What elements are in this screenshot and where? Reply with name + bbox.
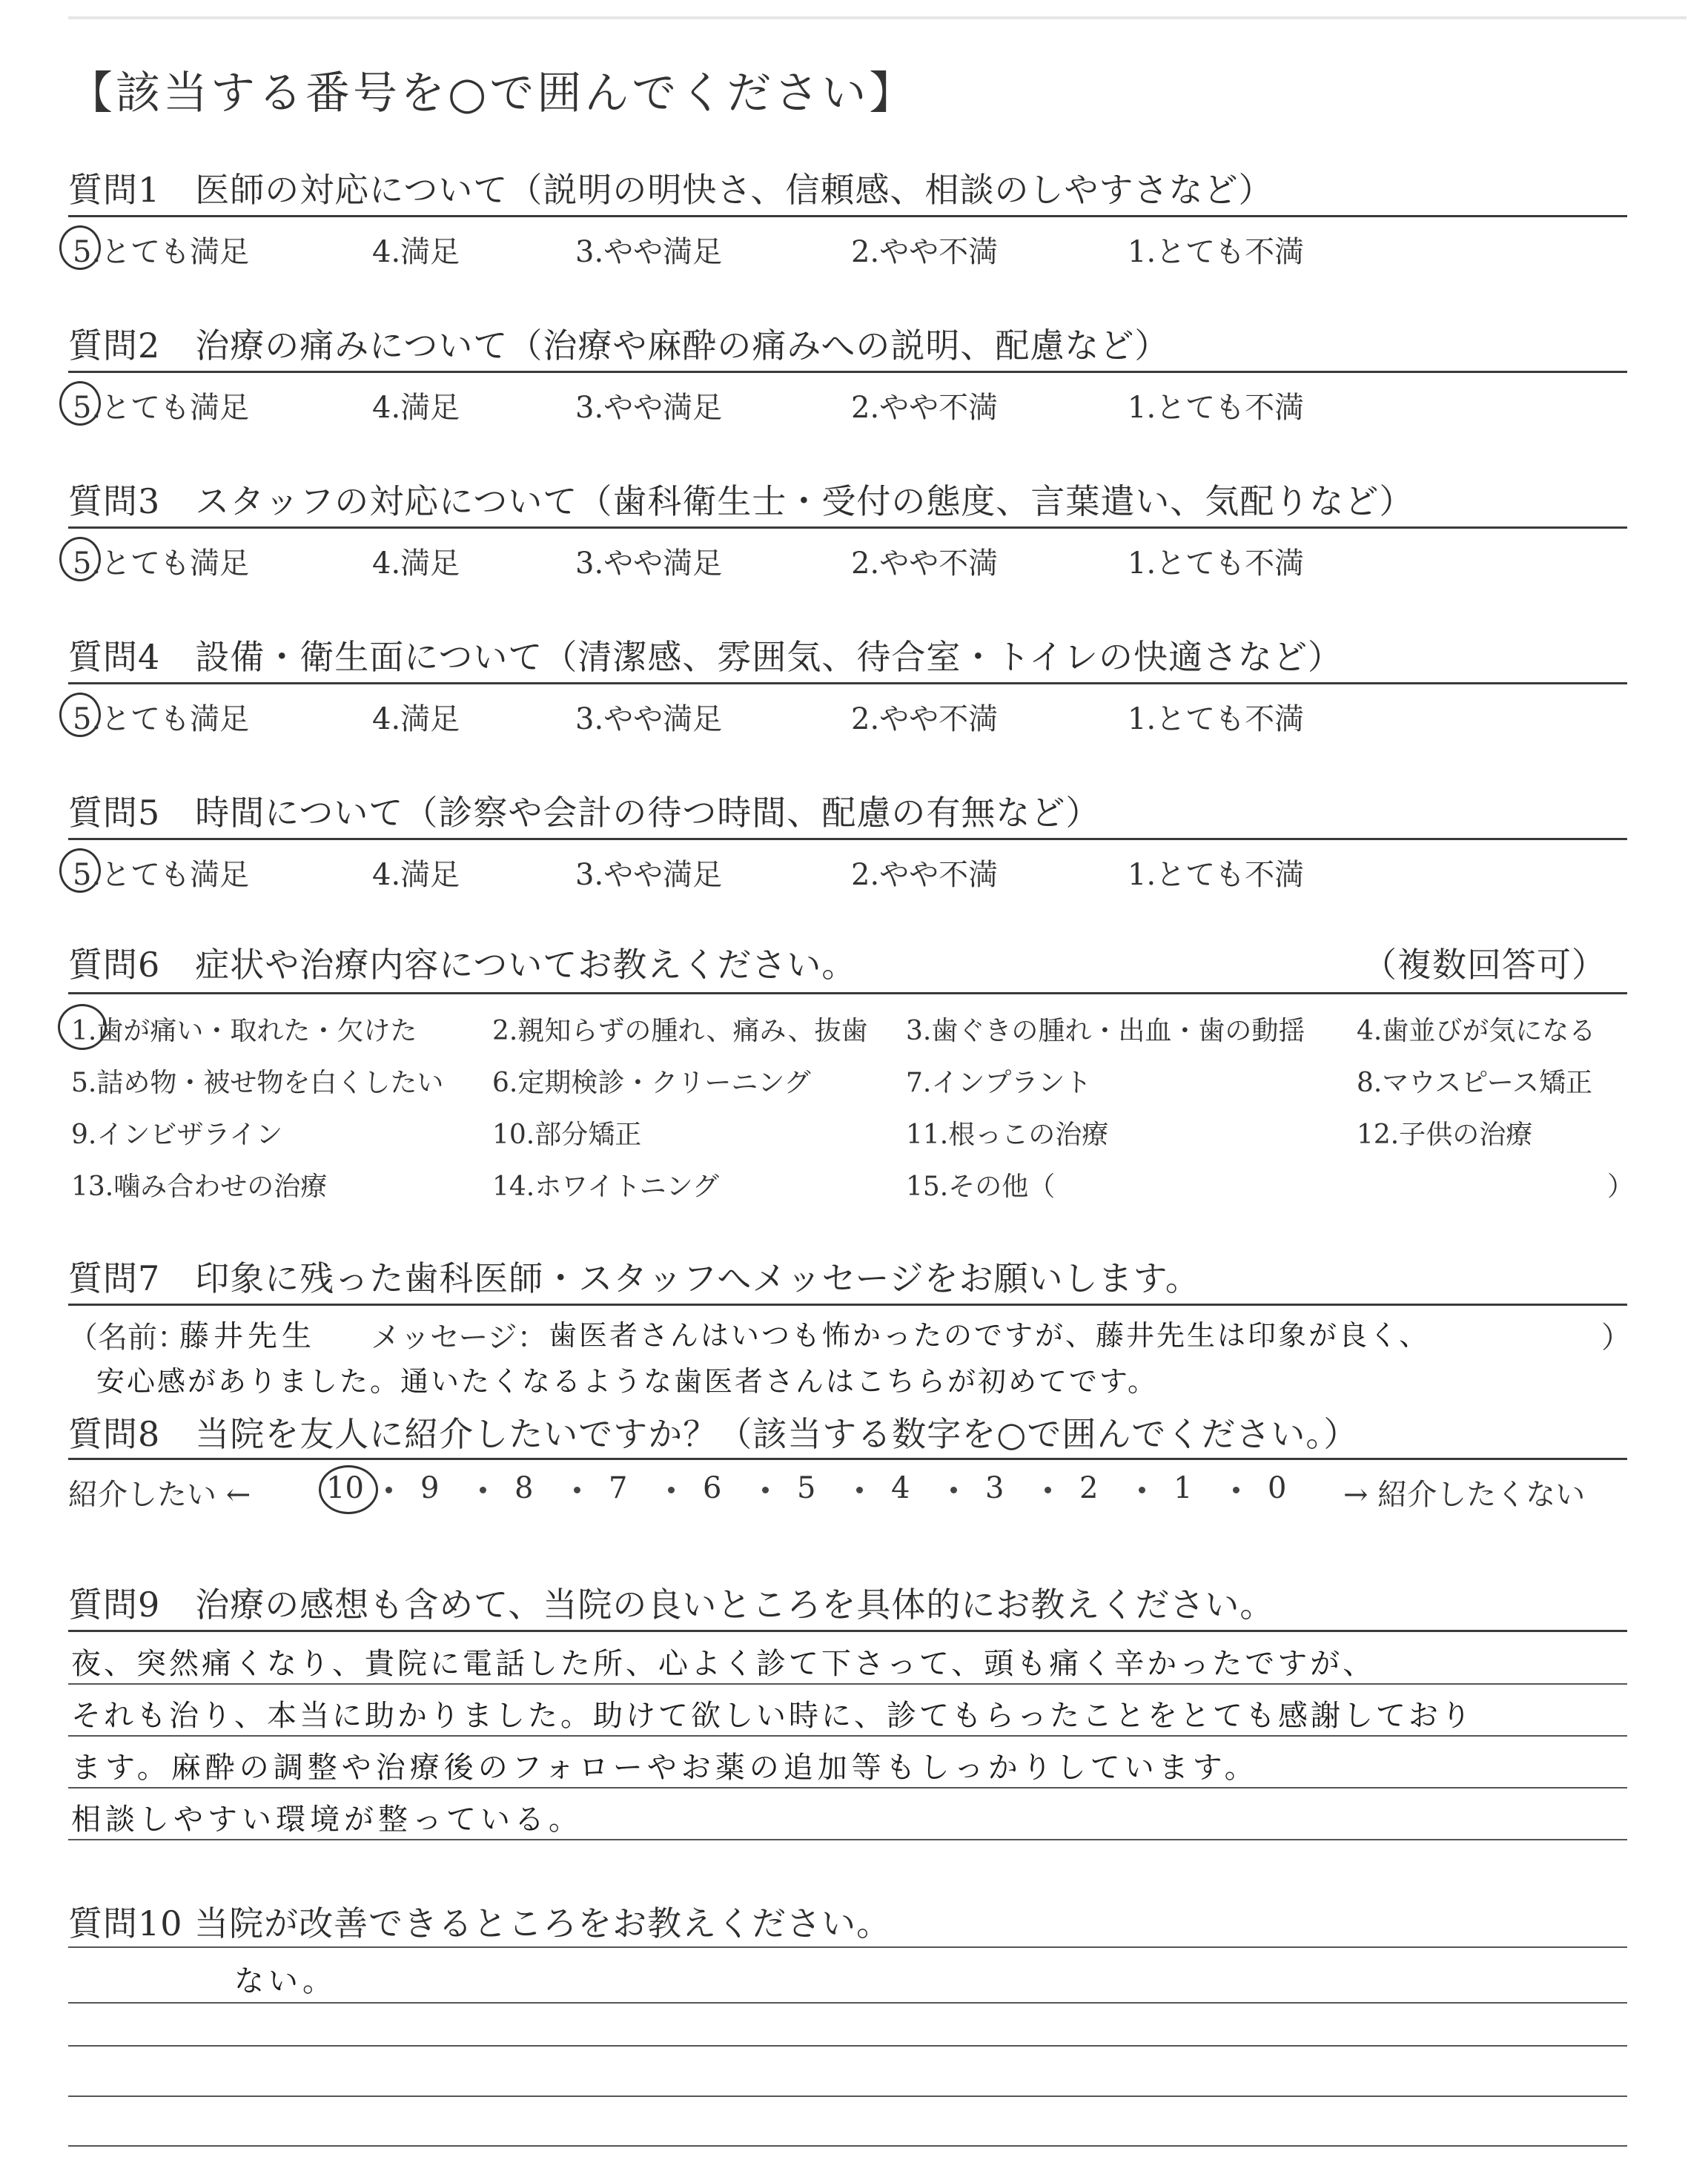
q9-answer-line-1[interactable]: 夜、突然痛くなり、貴院に電話した所、心よく診て下さって、頭も痛く辛かったですが、 bbox=[71, 1647, 1376, 1681]
q2-option-5[interactable]: 5.とても満足 bbox=[73, 391, 250, 425]
q8-scale-8[interactable]: 8 bbox=[514, 1471, 534, 1505]
q7-message-line1[interactable]: 歯医者さんはいつも怖かったのですが、藤井先生は印象が良く、 bbox=[549, 1319, 1430, 1352]
q9-ruled-line-3 bbox=[68, 1787, 1627, 1789]
q4-title: 質問4 設備・衛生面について（清潔感、雰囲気、待合室・トイレの快適さなど） bbox=[68, 637, 1343, 677]
q6-item-6[interactable]: 6.定期検診・クリーニング bbox=[492, 1068, 811, 1098]
q3-selection-circle bbox=[59, 537, 101, 581]
q10-rule bbox=[68, 1946, 1627, 1948]
q10-title: 質問10 当院が改善できるところをお教えください。 bbox=[68, 1903, 892, 1943]
q2-option-4[interactable]: 4.満足 bbox=[372, 391, 460, 425]
q1-option-3[interactable]: 3.やや満足 bbox=[575, 235, 723, 269]
q6-selection-circle bbox=[58, 1004, 107, 1050]
q9-ruled-line-2 bbox=[68, 1735, 1627, 1737]
q7-title: 質問7 印象に残った歯科医師・スタッフへメッセージをお願いします。 bbox=[68, 1258, 1200, 1298]
q5-title: 質問5 時間について（診察や会計の待つ時間、配慮の有無など） bbox=[68, 793, 1101, 833]
q8-scale-1[interactable]: 1 bbox=[1174, 1471, 1193, 1505]
q1-option-2[interactable]: 2.やや不満 bbox=[851, 235, 999, 269]
q6-item-14[interactable]: 14.ホワイトニング bbox=[492, 1172, 720, 1202]
q10-answer[interactable]: ない。 bbox=[234, 1964, 337, 1998]
q6-item-5[interactable]: 5.詰め物・被せ物を白くしたい bbox=[71, 1068, 444, 1098]
q5-option-4[interactable]: 4.満足 bbox=[372, 858, 460, 892]
q7-rule bbox=[68, 1304, 1627, 1306]
q1-title: 質問1 医師の対応について（説明の明快さ、信頼感、相談のしやすさなど） bbox=[68, 170, 1274, 210]
q5-option-1[interactable]: 1.とても不満 bbox=[1128, 858, 1305, 892]
q8-scale-9[interactable]: 9 bbox=[420, 1471, 440, 1505]
q8-scale-2[interactable]: 2 bbox=[1079, 1471, 1099, 1505]
q8-scale-separator bbox=[950, 1487, 957, 1493]
q8-scale-10[interactable]: 10 bbox=[326, 1471, 364, 1505]
q10-line-4 bbox=[68, 2145, 1627, 2147]
page-header: 【該当する番号を○で囲んでください】 bbox=[68, 67, 917, 119]
q10-line-2 bbox=[68, 2045, 1627, 2047]
q2-title: 質問2 治療の痛みについて（治療や麻酔の痛みへの説明、配慮など） bbox=[68, 326, 1170, 366]
q6-other-close-paren: ） bbox=[1607, 1172, 1635, 1202]
q10-line-3 bbox=[68, 2095, 1627, 2097]
q6-item-11[interactable]: 11.根っこの治療 bbox=[906, 1120, 1109, 1150]
q3-option-5[interactable]: 5.とても満足 bbox=[73, 546, 250, 581]
q5-option-3[interactable]: 3.やや満足 bbox=[575, 858, 723, 892]
q6-item-15[interactable]: 15.その他（ bbox=[906, 1172, 1056, 1202]
q9-answer-line-3[interactable]: ます。麻酔の調整や治療後のフォローやお薬の追加等もしっかりしています。 bbox=[71, 1751, 1259, 1785]
q4-option-2[interactable]: 2.やや不満 bbox=[851, 702, 999, 736]
q8-scale-separator bbox=[1233, 1487, 1239, 1493]
q5-option-5[interactable]: 5.とても満足 bbox=[73, 858, 250, 892]
q6-item-2[interactable]: 2.親知らずの腫れ、痛み、抜歯 bbox=[492, 1016, 868, 1046]
q9-ruled-line-4 bbox=[68, 1839, 1627, 1840]
q9-title: 質問9 治療の感想も含めて、当院の良いところを具体的にお教えください。 bbox=[68, 1585, 1275, 1625]
q1-option-1[interactable]: 1.とても不満 bbox=[1128, 235, 1305, 269]
q8-scale-4[interactable]: 4 bbox=[891, 1471, 910, 1505]
q5-rule bbox=[68, 838, 1627, 840]
q7-message-label: メッセージ： bbox=[371, 1321, 547, 1355]
q8-scale-separator bbox=[574, 1487, 580, 1493]
q8-scale-5[interactable]: 5 bbox=[797, 1471, 816, 1505]
q8-selection-circle bbox=[319, 1465, 378, 1514]
q4-option-5[interactable]: 5.とても満足 bbox=[73, 702, 250, 736]
q2-option-1[interactable]: 1.とても不満 bbox=[1128, 391, 1305, 425]
q5-selection-circle bbox=[59, 848, 101, 893]
q8-scale-7[interactable]: 7 bbox=[609, 1471, 628, 1505]
q9-rule bbox=[68, 1630, 1627, 1632]
q3-rule bbox=[68, 526, 1627, 529]
q6-title: 質問6 症状や治療内容についてお教えください。 bbox=[68, 945, 857, 985]
q4-option-4[interactable]: 4.満足 bbox=[372, 702, 460, 736]
q1-option-4[interactable]: 4.満足 bbox=[372, 235, 460, 269]
q6-multiple-note: （複数回答可） bbox=[1363, 945, 1606, 985]
q8-scale-separator bbox=[668, 1487, 675, 1493]
q4-rule bbox=[68, 682, 1627, 684]
q8-right-label: → 紹介したくない bbox=[1343, 1478, 1586, 1512]
q8-scale-6[interactable]: 6 bbox=[703, 1471, 722, 1505]
q1-option-5[interactable]: 5.とても満足 bbox=[73, 235, 250, 269]
q2-rule bbox=[68, 371, 1627, 373]
q8-scale-separator bbox=[762, 1487, 769, 1493]
q6-item-9[interactable]: 9.インビザライン bbox=[71, 1120, 283, 1150]
q8-scale-separator bbox=[385, 1487, 392, 1493]
q6-item-7[interactable]: 7.インプラント bbox=[906, 1068, 1092, 1098]
q3-option-2[interactable]: 2.やや不満 bbox=[851, 546, 999, 581]
q6-item-8[interactable]: 8.マウスピース矯正 bbox=[1357, 1068, 1593, 1098]
q2-option-3[interactable]: 3.やや満足 bbox=[575, 391, 723, 425]
q2-selection-circle bbox=[59, 381, 101, 426]
q8-rule bbox=[68, 1458, 1627, 1460]
q6-item-12[interactable]: 12.子供の治療 bbox=[1357, 1120, 1533, 1150]
q8-scale-separator bbox=[1045, 1487, 1051, 1493]
q8-title: 質問8 当院を友人に紹介したいですか？（該当する数字を○で囲んでください。） bbox=[68, 1414, 1359, 1454]
q6-item-4[interactable]: 4.歯並びが気になる bbox=[1357, 1016, 1596, 1046]
q6-item-13[interactable]: 13.噛み合わせの治療 bbox=[71, 1172, 328, 1202]
q8-scale-separator bbox=[480, 1487, 486, 1493]
scan-edge bbox=[68, 16, 1687, 19]
q9-answer-line-2[interactable]: それも治り、本当に助かりました。助けて欲しい時に、診てもらったことをとても感謝しており bbox=[71, 1699, 1474, 1733]
q6-item-1[interactable]: 1.歯が痛い・取れた・欠けた bbox=[71, 1016, 417, 1046]
q7-close-paren: ） bbox=[1601, 1321, 1631, 1355]
q10-line-1 bbox=[68, 2002, 1627, 2004]
q8-scale-separator bbox=[856, 1487, 863, 1493]
q6-item-10[interactable]: 10.部分矯正 bbox=[492, 1120, 642, 1150]
q8-scale-0[interactable]: 0 bbox=[1268, 1471, 1287, 1505]
q4-selection-circle bbox=[59, 693, 101, 737]
q9-answer-line-4[interactable]: 相談しやすい環境が整っている。 bbox=[71, 1803, 583, 1837]
q3-option-4[interactable]: 4.満足 bbox=[372, 546, 460, 581]
q7-message-line2[interactable]: 安心感がありました。通いたくなるような歯医者さんはこちらが初めてです。 bbox=[96, 1365, 1158, 1398]
q8-scale-separator bbox=[1139, 1487, 1145, 1493]
q2-option-2[interactable]: 2.やや不満 bbox=[851, 391, 999, 425]
q1-rule bbox=[68, 215, 1627, 217]
q4-option-3[interactable]: 3.やや満足 bbox=[575, 702, 723, 736]
q3-option-1[interactable]: 1.とても不満 bbox=[1128, 546, 1305, 581]
q8-left-label: 紹介したい ← bbox=[68, 1478, 251, 1512]
q3-option-3[interactable]: 3.やや満足 bbox=[575, 546, 723, 581]
q6-item-3[interactable]: 3.歯ぐきの腫れ・出血・歯の動揺 bbox=[906, 1016, 1305, 1046]
q5-option-2[interactable]: 2.やや不満 bbox=[851, 858, 999, 892]
q7-name-value[interactable]: 藤井先生 bbox=[179, 1319, 316, 1353]
q8-scale-3[interactable]: 3 bbox=[985, 1471, 1004, 1505]
q9-ruled-line-1 bbox=[68, 1683, 1627, 1685]
q6-rule bbox=[68, 992, 1627, 994]
q4-option-1[interactable]: 1.とても不満 bbox=[1128, 702, 1305, 736]
q1-selection-circle bbox=[59, 225, 101, 270]
q3-title: 質問3 スタッフの対応について（歯科衛生士・受付の態度、言葉遣い、気配りなど） bbox=[68, 481, 1414, 521]
q7-name-label: （名前： bbox=[68, 1321, 187, 1355]
